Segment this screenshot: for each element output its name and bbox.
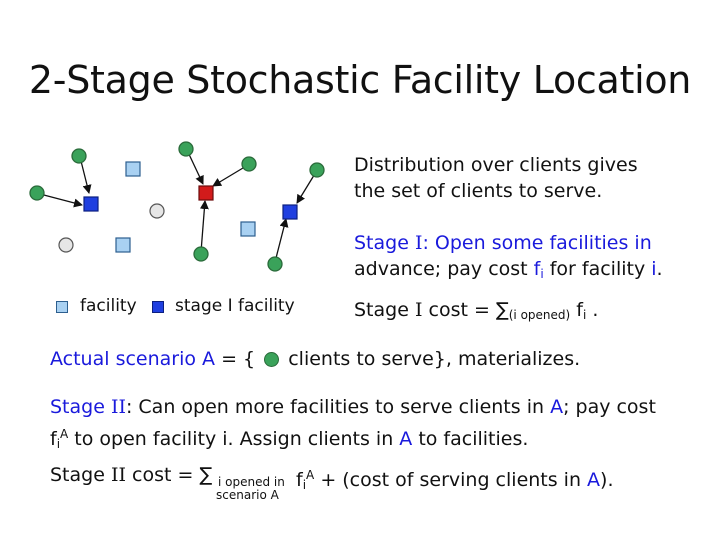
legend-facility-label: facility — [80, 296, 137, 316]
client-dot — [310, 163, 324, 177]
slide-title: 2-Stage Stochastic Facility Location — [28, 58, 692, 102]
client-dot — [72, 149, 86, 163]
client-dot — [30, 186, 44, 200]
stage2-facility-square — [199, 186, 213, 200]
distribution-line-2: the set of clients to serve. — [354, 180, 603, 202]
assignment-arrow — [297, 172, 316, 203]
facility-square — [241, 222, 255, 236]
stage2-line-1: Stage II: Can open more facilities to serve clients in A; pay cost — [50, 396, 656, 418]
stage2-cost-sub-line-1: i opened in — [218, 475, 285, 489]
facility-square — [126, 162, 140, 176]
stage1-facility-square — [84, 197, 98, 211]
client-dot — [268, 257, 282, 271]
stage2-line-2: $f_i^A$ to open facility i. Assign clients in A to facilities. — [50, 427, 529, 451]
stage1-facility-square — [283, 205, 297, 219]
stage1-line-2: advance; pay cost $f_i$ for facility i. — [354, 258, 663, 281]
scenario-line: Actual scenario A = { clients to serve}, materializes. — [50, 348, 581, 370]
facility-square — [116, 238, 130, 252]
stage2-cost-lead: Stage II cost = ∑ — [50, 464, 213, 486]
distribution-line-1: Distribution over clients gives — [354, 154, 638, 176]
assignment-arrow — [275, 219, 286, 262]
assignment-arrow — [201, 201, 205, 252]
inactive-client-dot — [150, 204, 164, 218]
client-dot — [194, 247, 208, 261]
stage2-cost-sub-line-2: scenario A — [216, 488, 279, 502]
client-dot-inline — [264, 352, 279, 367]
assignment-arrow — [40, 194, 82, 205]
stage1-line-1: Stage I: Open some facilities in — [354, 232, 652, 254]
client-dot — [179, 142, 193, 156]
inactive-client-dot — [59, 238, 73, 252]
legend-facility-swatch — [56, 301, 68, 313]
stage2-cost-tail: $f_i^A + (\cos t$ of serving clients in A). — [296, 468, 614, 492]
legend-stage1-label: stage I facility — [175, 296, 295, 316]
stage1-cost: Stage I $\cos t = \sum_{(i opened)}$ $f_i$ . — [354, 299, 599, 322]
client-dot — [242, 157, 256, 171]
legend-stage1-swatch — [152, 301, 164, 313]
